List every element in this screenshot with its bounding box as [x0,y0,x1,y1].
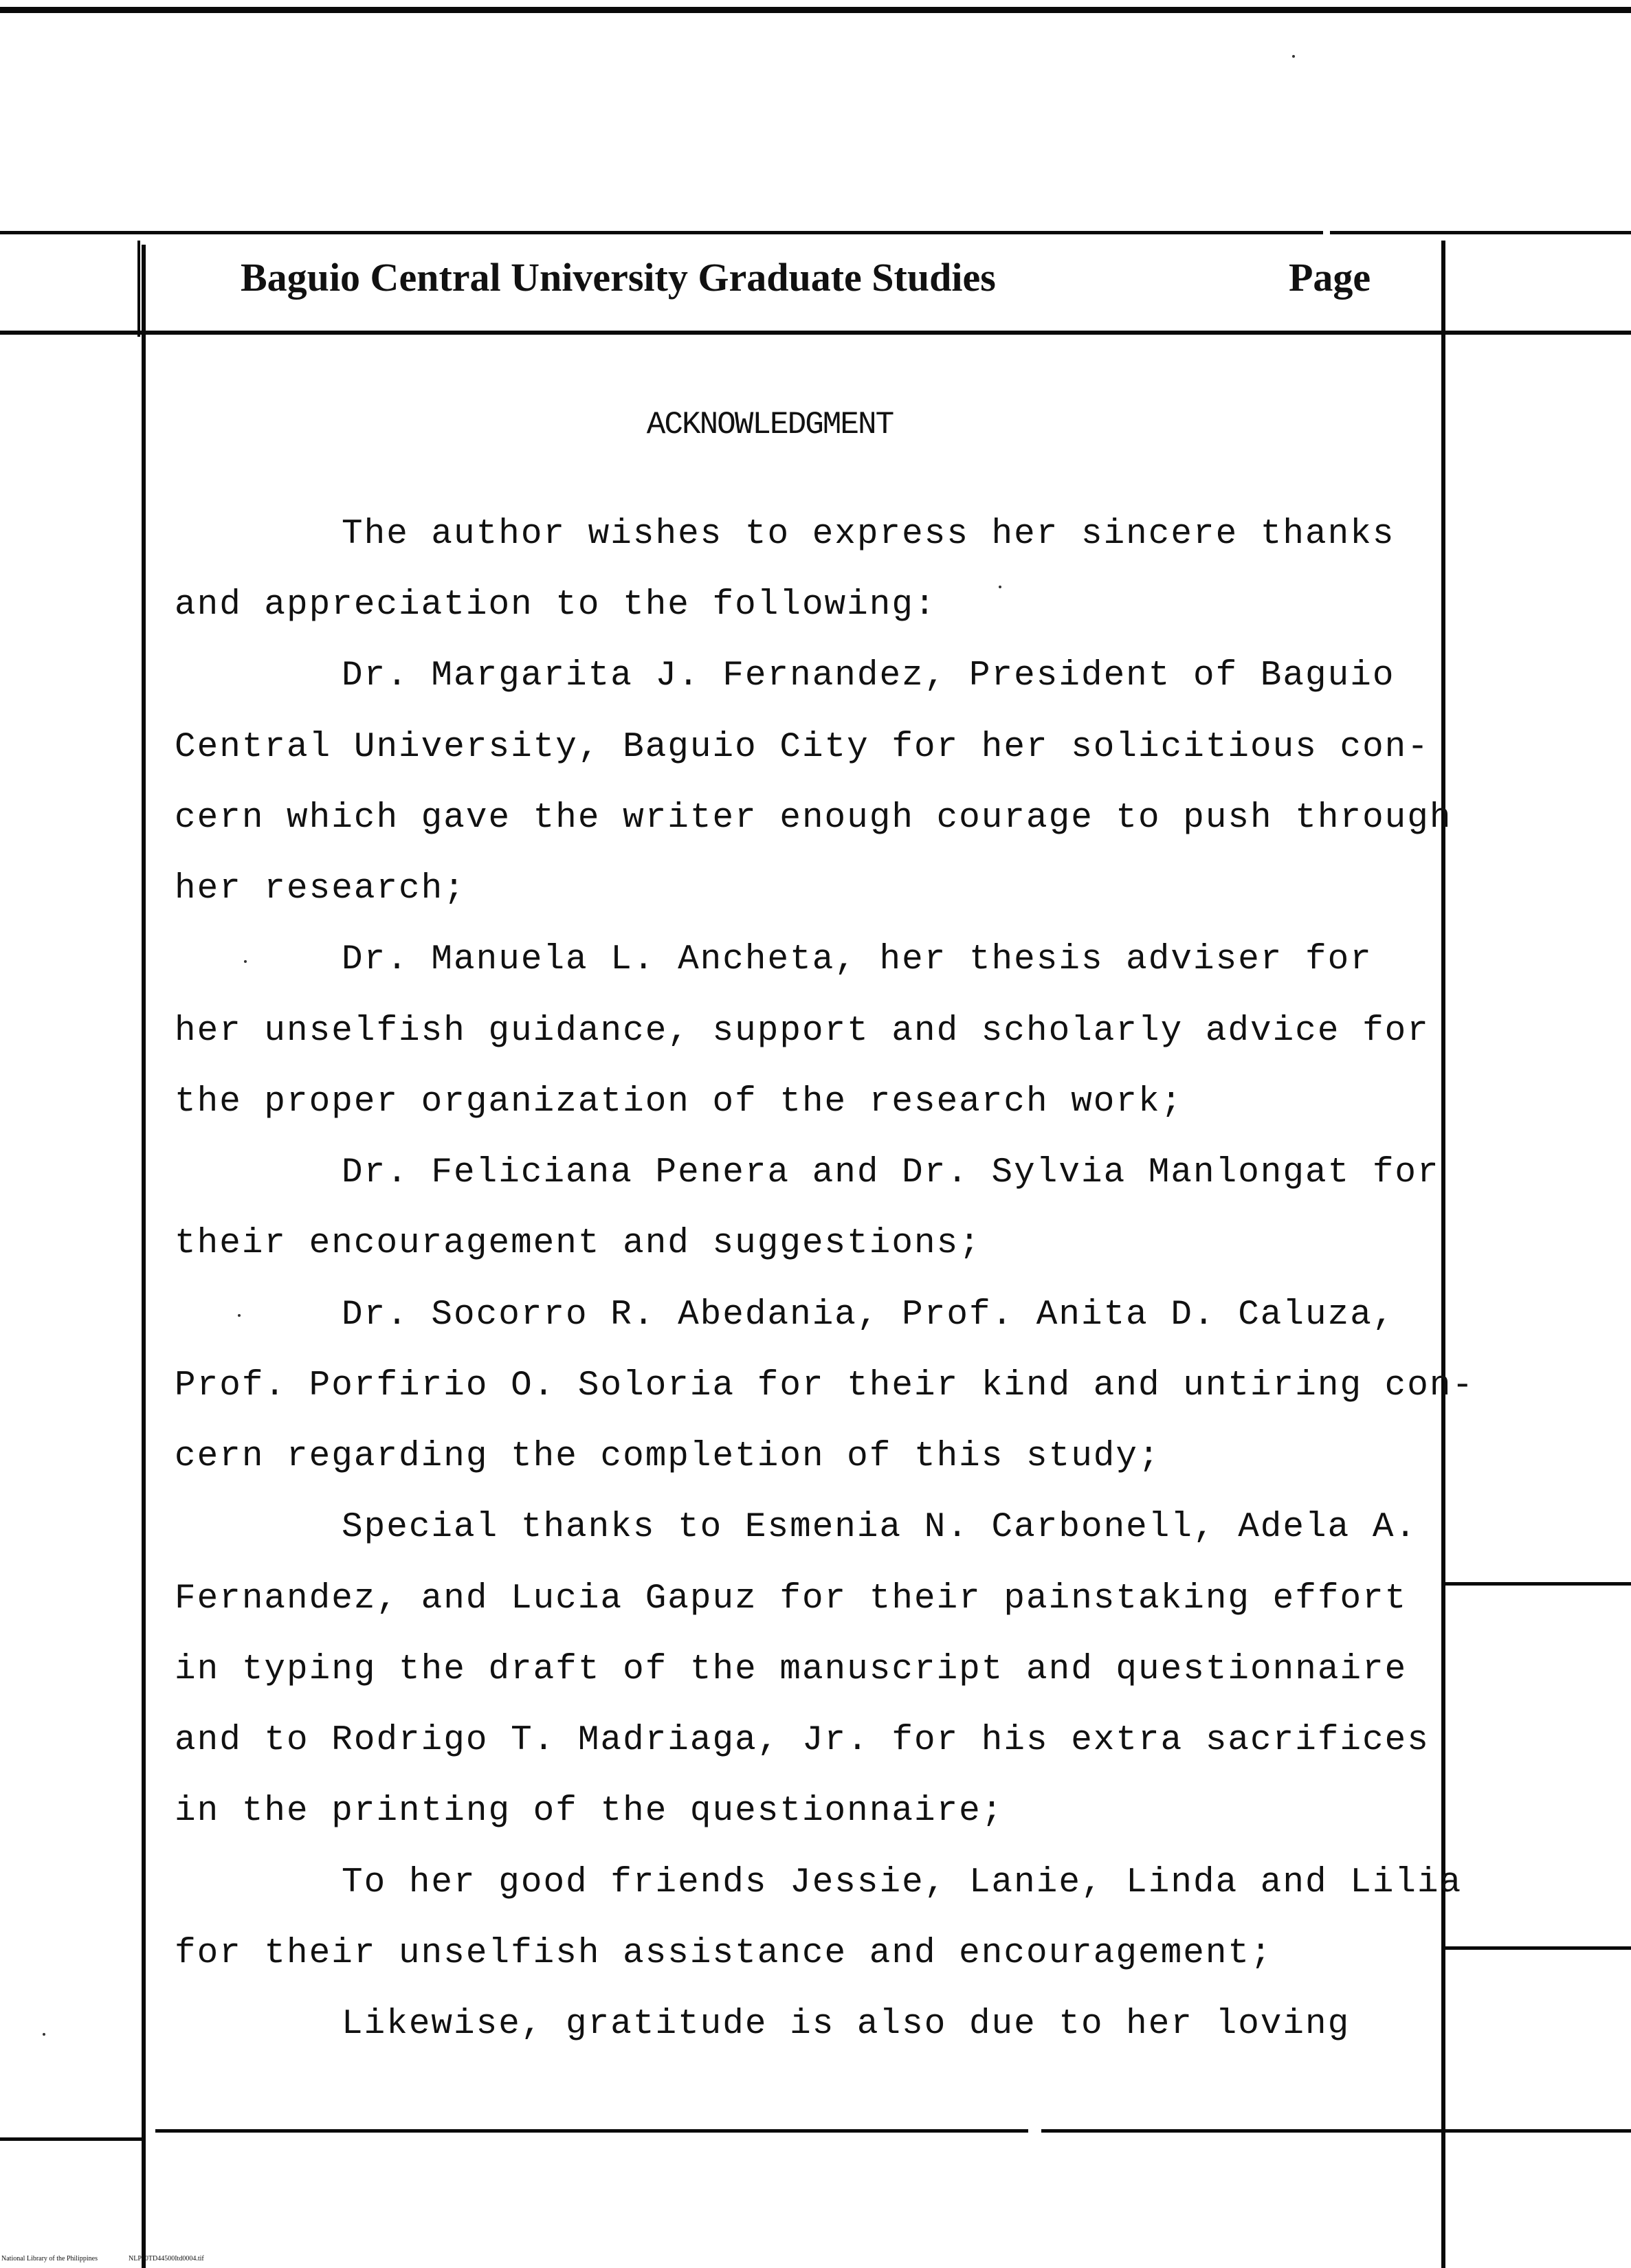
text-line: Dr. Manuela L. Ancheta, her thesis adviser for [342,940,1373,979]
section-heading: ACKNOWLEDGMENT [646,407,894,443]
left-frame-line-upper [137,241,140,337]
footer-rule-left [0,2137,146,2141]
scan-speck [238,1314,241,1317]
text-line: Dr. Margarita J. Fernandez, President of Baguio [342,656,1395,696]
text-line: Prof. Porfirio O. Soloria for their kind and untiring con- [175,1366,1475,1405]
text-line: cern regarding the completion of this study; [175,1437,1161,1476]
right-margin-rule-1 [1445,1582,1631,1586]
text-line: in typing the draft of the manuscript and questionnaire [175,1650,1408,1689]
text-line: The author wishes to express her sincere thanks [342,515,1395,554]
footer-rule [155,2129,1028,2133]
top-border-rule [0,7,1631,13]
scan-speck [244,960,247,963]
form-header-title: Baguio Central University Graduate Studies [241,255,996,300]
footer-filename: NLP00TD44500Itd0004.tif [128,2255,204,2263]
footer-source: National Library of the Philippines [1,2255,98,2263]
text-line: the proper organization of the research work; [175,1082,1184,1122]
scan-speck [43,2033,45,2036]
text-line: Central University, Baguio City for her solicitious con- [175,728,1430,767]
left-frame-line [142,245,146,2268]
text-line: for their unselfish assistance and encouragement; [175,1934,1273,1973]
right-frame-line [1441,241,1445,2268]
text-line: Likewise, gratitude is also due to her loving [342,2005,1351,2044]
text-line: her research; [175,869,466,909]
text-line: Special thanks to Esmenia N. Carbonell, Adela A. [342,1508,1418,1547]
text-line: Dr. Socorro R. Abedania, Prof. Anita D. Caluza, [342,1296,1395,1335]
page-label: Page [1289,255,1371,300]
footer-rule-right [1041,2129,1631,2133]
text-line: and appreciation to the following: [175,586,937,625]
header-bottom-rule [0,331,1631,335]
header-top-rule [0,231,1323,234]
text-line: in the printing of the questionnaire; [175,1792,1004,1831]
header-top-rule-right [1330,231,1631,234]
scan-speck [1292,55,1295,58]
scan-footer [1,2255,204,2263]
text-line: Fernandez, and Lucia Gapuz for their painstaking effort [175,1579,1408,1619]
scan-speck [999,586,1001,588]
text-line: her unselfish guidance, support and scholarly advice for [175,1012,1430,1051]
text-line: their encouragement and suggestions; [175,1224,981,1263]
right-margin-rule-2 [1445,1946,1631,1950]
text-line: Dr. Feliciana Penera and Dr. Sylvia Manlongat for [342,1153,1440,1192]
text-line: cern which gave the writer enough courage to push through [175,799,1452,838]
text-line: and to Rodrigo T. Madriaga, Jr. for his extra sacrifices [175,1721,1430,1760]
text-line: To her good friends Jessie, Lanie, Linda and Lilia [342,1863,1463,1902]
